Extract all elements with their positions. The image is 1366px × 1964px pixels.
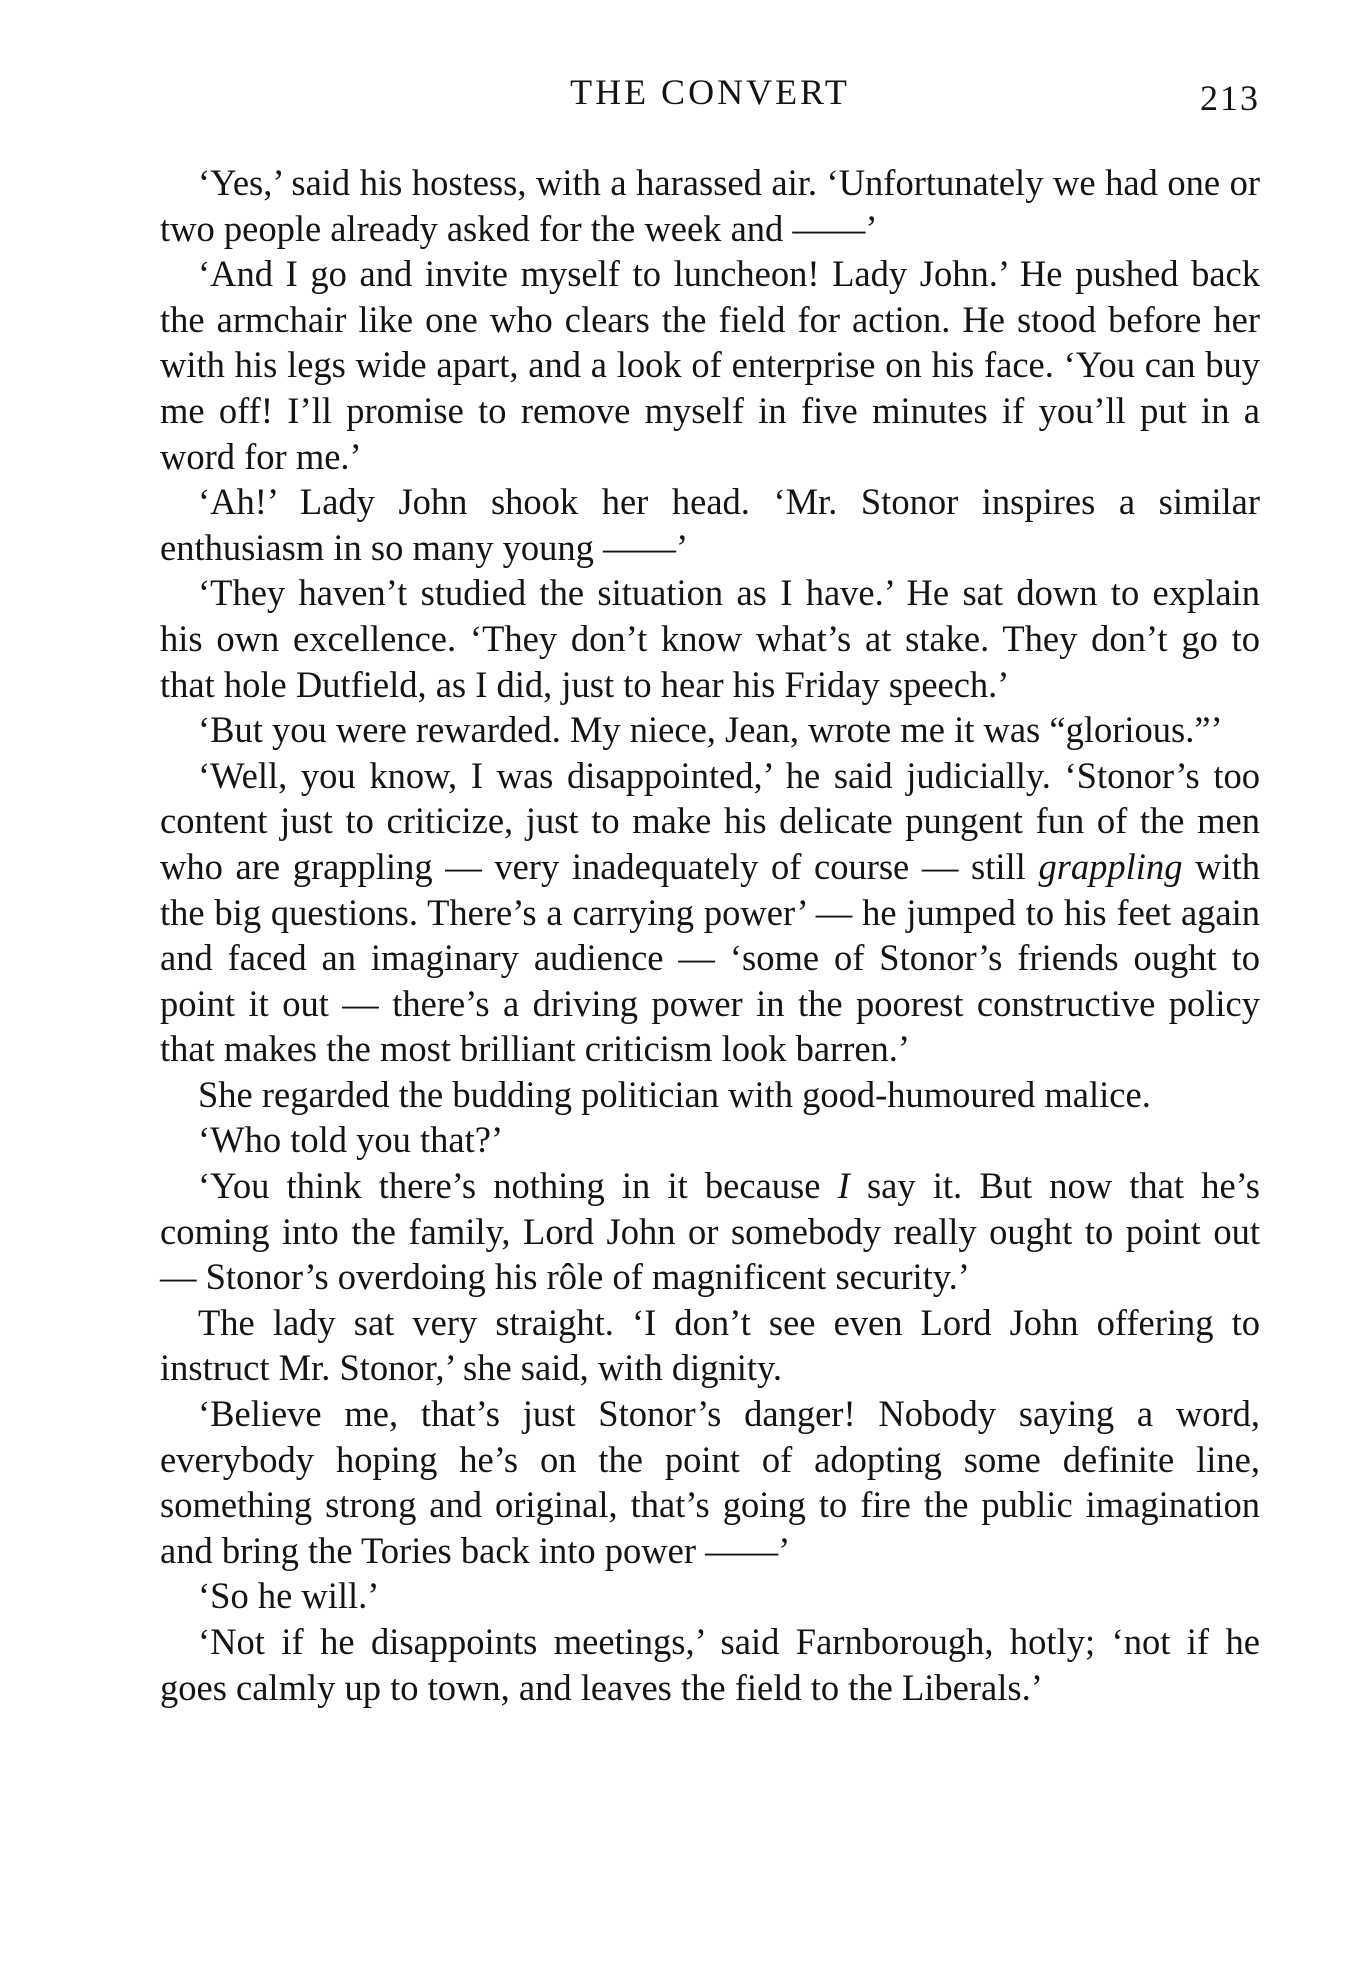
paragraph-text: ‘You think there’s nothing in it because bbox=[198, 1165, 838, 1207]
paragraph-text: ‘Well, you know, I was disappointed,’ he said judicially. ‘Stonor’s too content just to criticize, just to make his delicate pungent fun of the men who are grappling — very inadequately of course — still bbox=[160, 754, 1260, 887]
paragraph: ‘Ah!’ Lady John shook her head. ‘Mr. Stonor inspires a similar enthusiasm in so many young ——’ bbox=[160, 481, 1260, 568]
paragraph: ‘They haven’t studied the situation as I have.’ He sat down to explain his own excellence. ‘They don’t know what’s at stake. They don’t go to that hole Dutfield, as I did, just to hear his Friday speech.’ bbox=[160, 572, 1260, 705]
paragraph: ‘Yes,’ said his hostess, with a harassed air. ‘Unfortunately we had one or two people already asked for the week and ——’ bbox=[160, 162, 1260, 249]
paragraph bbox=[160, 1163, 1260, 1300]
paragraph: ‘And I go and invite myself to luncheon! Lady John.’ He pushed back the armchair like one who clears the field for action. He stood before her with his legs wide apart, and a look of enterprise on his face. ‘You can buy me off! I’ll promise to remove myself in five minutes if you’ll put in a word for me.’ bbox=[160, 253, 1260, 477]
paragraph bbox=[160, 753, 1260, 1072]
body-text bbox=[160, 160, 1260, 1710]
paragraph: ‘So he will.’ bbox=[198, 1575, 380, 1617]
paragraph-text: say it. But now that he’s coming into the family, Lord John or somebody really ought to point out — Stonor’s overdoing his rôle of magnificent security.’ bbox=[160, 1165, 1260, 1298]
running-title: THE CONVERT bbox=[570, 72, 850, 112]
paragraph: She regarded the budding politician with good-humoured malice. bbox=[198, 1073, 1151, 1115]
running-head bbox=[160, 62, 1260, 122]
paragraph: The lady sat very straight. ‘I don’t see even Lord John offering to instruct Mr. Stonor,’ she said, with dignity. bbox=[160, 1301, 1260, 1389]
italic-emphasis: I bbox=[837, 1165, 850, 1207]
paragraph: ‘Not if he disappoints meetings,’ said Farnborough, hotly; ‘not if he goes calmly up to town, and leaves the field to the Liberals.’ bbox=[160, 1621, 1260, 1708]
paragraph: ‘But you were rewarded. My niece, Jean, wrote me it was “glorious.”’ bbox=[198, 709, 1223, 751]
italic-emphasis: grappling bbox=[1038, 845, 1183, 887]
paragraph: ‘Believe me, that’s just Stonor’s danger! Nobody saying a word, everybody hoping he’s on the point of adopting some definite line, something strong and original, that’s going to fire the public imagination and bring the Tories back into power ——’ bbox=[160, 1393, 1260, 1571]
paragraph: ‘Who told you that?’ bbox=[198, 1119, 504, 1161]
paragraph-text: with the big questions. There’s a carrying power’ — he jumped to his feet again and faced an imaginary audience — ‘some of Stonor’s friends ought to point it out — there’s a driving power in the poorest constructive policy that makes the most brilliant criticism look barren.’ bbox=[160, 845, 1260, 1070]
page-number: 213 bbox=[1200, 78, 1260, 118]
